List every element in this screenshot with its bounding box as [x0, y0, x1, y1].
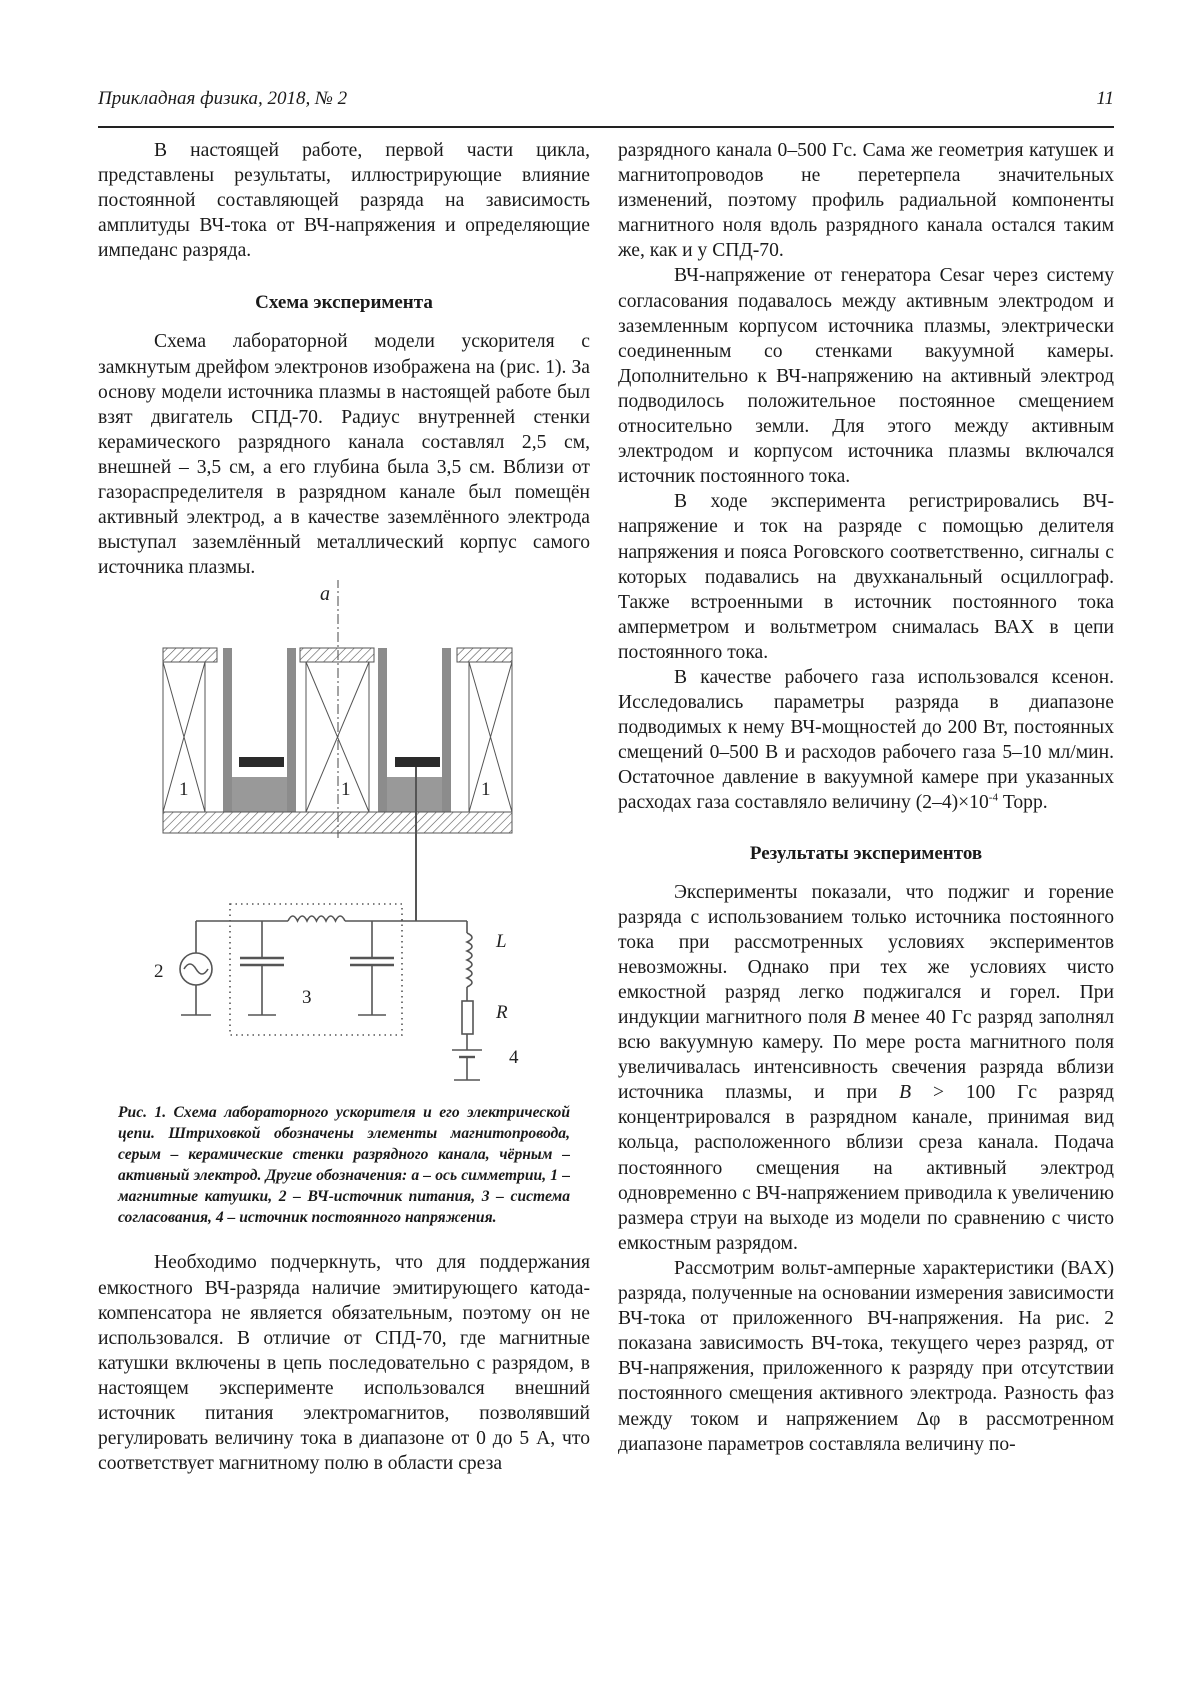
iv-characteristics-paragraph: Рассмотрим вольт-амперные характеристики (ВАХ) разряда, полученные на основании измерения зависимости ВЧ-тока от приложенного ВЧ-напряжения. На рис. 2 показана зависимость ВЧ-тока, текущего через разряд, от ВЧ-напряжения, приложенного к разряду при отсутствии постоянного смещения активного электрода. Разность фаз между током и напряжением Δφ в рассмотренном диапазоне параметров составляла величину по- [618, 1257, 1114, 1455]
resistor-label: R [496, 1002, 508, 1024]
working-gas-paragraph [618, 665, 1114, 816]
section-heading-results: Результаты экспериментов [749, 842, 983, 864]
figure-1 [98, 580, 590, 1102]
left-column [98, 138, 590, 1476]
magnetic-core-top-right [457, 648, 512, 662]
inductor-L [467, 933, 472, 987]
coil-label-left: 1 [179, 779, 189, 801]
resistor-R [462, 1001, 473, 1034]
inductor-label: L [496, 931, 507, 953]
running-header [98, 88, 1114, 118]
magnetic-core-base [163, 812, 512, 833]
intro-paragraph: В настоящей работе, первой части цикла, представлены результаты, иллюстрирующие влияние постоянной составляющей разряда на зависимость амплитуды ВЧ-тока от ВЧ-напряжения и определяющие импеданс разряда. [98, 140, 590, 262]
magnetic-core-top-left [163, 648, 217, 662]
results-text-c: > 100 Гс разряд концентрировался в разрядном канале, принимая вид кольца, расположенного вблизи среза канала. Подача постоянного смещения на активный электрод одновременно с ВЧ-напряжением приводила к увеличению размера струи на выходе из модели по сравнению с чисто емкостным разрядом. [618, 1082, 1114, 1254]
rf-voltage-paragraph: ВЧ-напряжение от генератора Cesar через систему согласования подавалось между активным электродом и заземленным корпусом источника плазмы, электрически соединенным со стенками вакуумной камеры. Дополнительно к ВЧ-напряжению на активный электрод подводилось положительное постоянное смещением относительно земли. Для этого между активным электродом и корпусом источника плазмы включался источник постоянного тока. [618, 265, 1114, 488]
right-column [618, 138, 1114, 1457]
magnetic-core-top-center [300, 648, 374, 662]
results-paragraph [618, 880, 1114, 1256]
measurement-paragraph: В ходе эксперимента регистрировались ВЧ-напряжение и ток на разряде с помощью делителя напряжения и пояса Роговского соответственно, сигналы с которых подавались на двухканальный осциллограф. Также встроенными в источник постоянного тока амперметром и вольтметром снималась ВАХ в цепи постоянного тока. [618, 491, 1114, 663]
symbol-B: B [852, 1007, 865, 1028]
symbol-B: B [899, 1082, 912, 1104]
setup-paragraph: Схема лабораторной модели ускорителя с замкнутым дрейфом электронов изображена на (рис. 1). За основу модели источника плазмы в настоящей работе был взят двигатель СПД-70. Радиус внутренней стенки керамического разрядного канала составлял 2,5 см, внешней – 3,5 см, а его глубина была 3,5 см. Вблизи от газораспределителя в разрядном канале был помещён активный электрод, а в качестве заземлённого электрода выступал заземлённый металлический корпус самого источника плазмы. [98, 331, 590, 579]
results-text-a: Эксперименты показали, что поджиг и горение разряда с использованием только источника постоянного тока при рассмотренных условиях экспериментов невозможны. Однако при тех же условиях чисто емкостной разряд легко поджигался и горел. При индукции магнитного поля [618, 881, 1114, 1028]
rf-circuit [180, 904, 482, 1080]
series-inductor [288, 916, 345, 921]
exponent: -4 [988, 791, 998, 804]
figure-1-caption: Рис. 1. Схема лабораторного ускорителя и его электрической цепи. Штриховкой обозначены элементы магнитопровода, серым – керамические стенки разрядного канала, чёрным – активный электрод. Другие обозначения: а – ось симметрии, 1 – магнитные катушки, 2 – ВЧ-источник питания, 3 – система согласования, 4 – источник постоянного напряжения. [118, 1104, 570, 1227]
coil-label-right: 1 [481, 779, 491, 801]
coil-label-center: 1 [341, 779, 351, 801]
active-electrode-left [239, 757, 284, 767]
dc-source-label: 4 [509, 1047, 519, 1069]
active-electrode-right [395, 757, 440, 767]
results-text-b: менее 40 Гс разряд заполнял всю вакуумную камеру. По мере роста магнитного поля увеличивалась интенсивность свечения разряда вблизи источника плазмы, и при [618, 1007, 1114, 1104]
page-number: 11 [1096, 88, 1114, 109]
section-heading-setup: Схема эксперимента [255, 292, 433, 314]
journal-title: Прикладная физика, 2018, № 2 [98, 88, 348, 109]
rf-source-label: 2 [154, 961, 164, 983]
figure-1-diagram [98, 580, 590, 1102]
axis-label: a [320, 583, 330, 606]
gas-text: В качестве рабочего газа использовался ксенон. Исследовались параметры разряда в диапазоне подводимых к нему ВЧ-мощностей до 200 Вт, постоянных смещений 0–500 В и расходов рабочего газа 5–10 мл/мин. Остаточное давление в вакуумной камере при указанных расходах газа составляло величину (2–4)×10 [618, 666, 1114, 814]
matching-label: 3 [302, 987, 312, 1009]
compensator-paragraph: Необходимо подчеркнуть, что для поддержания емкостного ВЧ-разряда наличие эмитирующего катода-компенсатора не является обязательным, поэтому он не использовался. В отличие от СПД-70, где магнитные катушки включены в цепь последовательно с разрядом, в настоящем эксперименте использовался внешний источник питания электромагнитов, позволявший регулировать величину тока в диапазоне от 0 до 5 А, что соответствует магнитному полю в области среза [98, 1252, 590, 1475]
gas-text-end: Торр. [997, 792, 1048, 814]
header-rule [98, 126, 1114, 128]
coil-right [469, 662, 512, 812]
continued-paragraph: разрядного канала 0–500 Гс. Сама же геометрия катушек и магнитопроводов не перетерпела значительных изменений, поэтому профиль радиальной компоненты магнитного ноля вдоль разрядного канала остался таким же, как и у СПД-70. [618, 140, 1114, 262]
